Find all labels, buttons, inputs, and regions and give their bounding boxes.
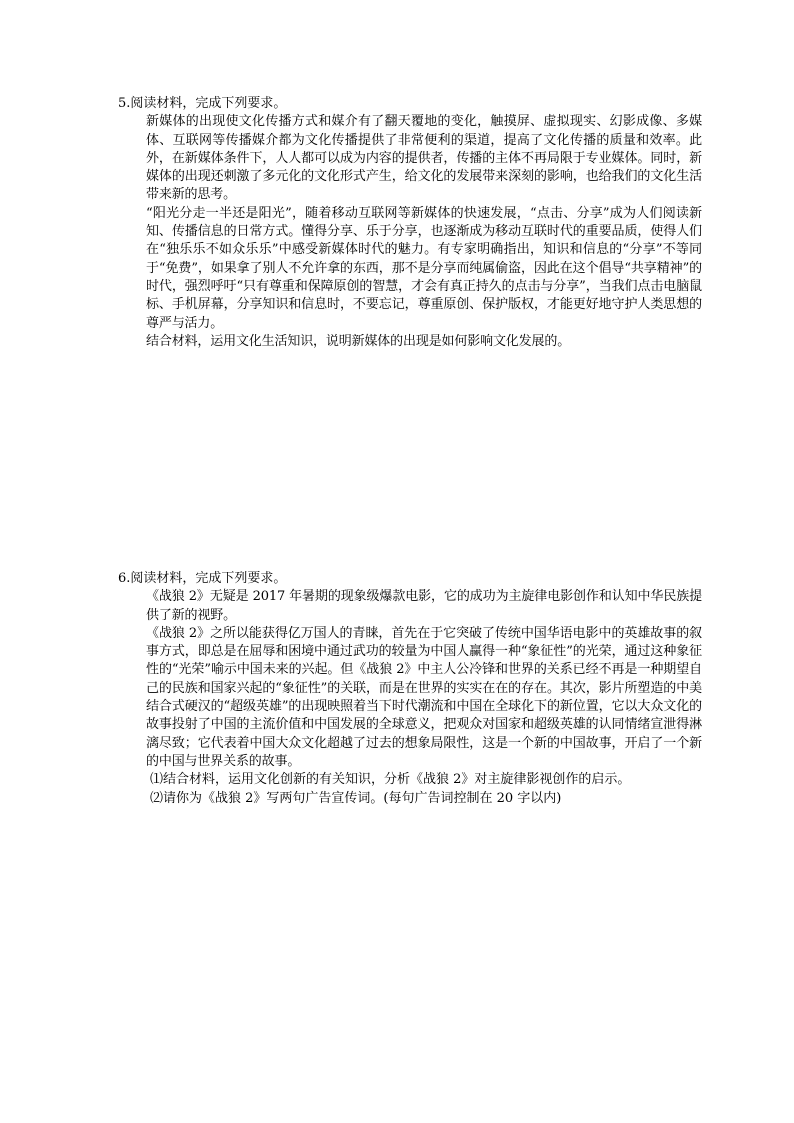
question-5 [118, 95, 702, 351]
material-paragraph: 《战狼 2》无疑是 2017 年暑期的现象级爆款电影，它的成功为主旋律电影创作和认知中华民族提供了新的视野。 [146, 589, 702, 623]
question-prompt: 结合材料，运用文化生活知识，说明新媒体的出现是如何影响文化发展的。 [146, 333, 571, 349]
question-body [118, 113, 702, 351]
question-6 [118, 570, 702, 808]
subquestion-2: ⑵请你为《战狼 2》写两句广告宣传词。(每句广告词控制在 20 字以内) [150, 790, 562, 806]
material-paragraph: 《战狼 2》之所以能获得亿万国人的青睐，首先在于它突破了传统中国华语电影中的英雄故事的叙事方式，即总是在屈辱和困境中通过武功的较量为中国人赢得一种“象征性”的光荣，通过这种象征性的“光荣”喻示中国未来的兴起。但《战狼 2》中主人公冷锋和世界的关系已经不再是一种期望自己的民族和国家兴起的“象征性”的关联，而是在世界的实实在在的存在。其次，影片所塑造的中美结合式硬汉的“超级英雄”的出现映照着当下时代潮流和中国在全球化下的新位置，它以大众文化的故事投射了中国的主流价值和中国发展的全球意义，把观众对国家和超级英雄的认同情绪宣泄得淋漓尽致；它代表着中国大众文化超越了过去的想象局限性，这是一个新的中国故事，开启了一个新的中国与世界关系的故事。 [146, 625, 702, 769]
subquestion-1: ⑴结合材料，运用文化创新的有关知识，分析《战狼 2》对主旋律影视创作的启示。 [150, 772, 631, 788]
material-paragraph: 新媒体的出现使文化传播方式和媒介有了翻天覆地的变化，触摸屏、虚拟现实、幻影成像、多媒体、互联网等传播媒介都为文化传播提供了非常便利的渠道，提高了文化传播的质量和效率。此外，在新媒体条件下，人人都可以成为内容的提供者，传播的主体不再局限于专业媒体。同时，新媒体的出现还刺激了多元化的文化形式产生，给文化的发展带来深刻的影响，也给我们的文化生活带来新的思考。 [146, 114, 702, 203]
question-title: 5.阅读材料，完成下列要求。 [118, 96, 287, 111]
material-paragraph: “阳光分走一半还是阳光”，随着移动互联网等新媒体的快速发展，“点击、分享”成为人们阅读新知、传播信息的日常方式。懂得分享、乐于分享，也逐渐成为移动互联时代的重要品质，使得人们在“独乐乐不如众乐乐”中感受新媒体时代的魅力。有专家明确指出，知识和信息的“分享”不等同于“免费”，如果拿了别人不允许拿的东西，那不是分享而纯属偷盗，因此在这个倡导“共享精神”的时代，强烈呼吁“只有尊重和保障原创的智慧，才会有真正持久的点击与分享”，当我们点击电脑鼠标、手机屏幕，分享知识和信息时，不要忘记，尊重原创、保护版权，才能更好地守护人类思想的尊严与活力。 [146, 205, 702, 331]
question-title: 6.阅读材料，完成下列要求。 [118, 571, 287, 586]
question-body [118, 588, 702, 808]
